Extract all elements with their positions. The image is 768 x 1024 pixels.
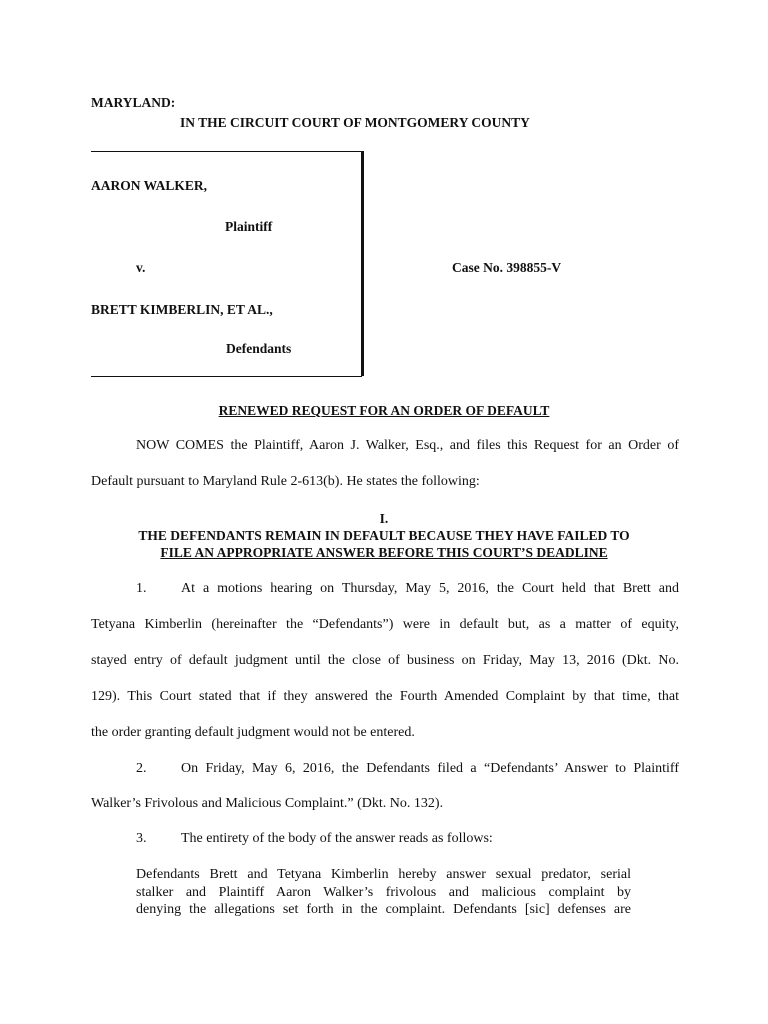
paragraph-number: 3. [136,831,147,846]
quote-line: denying the allegations set forth in the complaint. Defendants [sic] defenses are [136,902,631,917]
defendant-label: Defendants [226,341,292,356]
paragraph-number: 1. [136,581,147,596]
intro-line-1: NOW COMES the Plaintiff, Aaron J. Walker, Esq., and files this Request for an Order of [136,438,679,453]
quote-line: Defendants Brett and Tetyana Kimberlin hereby answer sexual predator, serial [136,867,631,882]
paragraph-1-line: At a motions hearing on Thursday, May 5, 2016, the Court held that Brett and [181,581,679,596]
paragraph-2-line: Walker’s Frivolous and Malicious Complaint.” (Dkt. No. 132). [91,796,444,811]
state-heading: MARYLAND: [91,95,176,110]
paragraph-3-line: The entirety of the body of the answer reads as follows: [181,831,493,846]
section-heading-line-2: FILE AN APPROPRIATE ANSWER BEFORE THIS COURT’S DEADLINE [160,545,608,560]
paragraph-2-line: On Friday, May 6, 2016, the Defendants filed a “Defendants’ Answer to Plaintiff [181,761,679,776]
section-numeral: I. [379,511,389,526]
paragraph-1-line: Tetyana Kimberlin (hereinafter the “Defendants”) were in default but, as a matter of equity, [91,617,679,632]
paragraph-1-line: stayed entry of default judgment until the close of business on Friday, May 13, 2016 (Dkt. No. [91,653,679,668]
defendant-name: BRETT KIMBERLIN, ET AL., [91,302,273,317]
caption-vertical-rule [361,151,364,376]
intro-line-2: Default pursuant to Maryland Rule 2-613(b). He states the following: [91,474,480,489]
block-quote [136,866,631,919]
case-number: Case No. 398855-V [452,260,562,275]
caption-top-rule [91,151,362,152]
section-heading-line-1: THE DEFENDANTS REMAIN IN DEFAULT BECAUSE THEY HAVE FAILED TO [138,528,630,543]
caption-bottom-rule [91,376,362,377]
plaintiff-label: Plaintiff [225,219,273,234]
paragraph-1-line: 129). This Court stated that if they answered the Fourth Amended Complaint by that time, that [91,689,679,704]
plaintiff-name: AARON WALKER, [91,178,208,193]
versus: v. [136,260,146,275]
paragraph-number: 2. [136,761,147,776]
court-name: IN THE CIRCUIT COURT OF MONTGOMERY COUNTY [180,115,530,130]
quote-line: stalker and Plaintiff Aaron Walker’s frivolous and malicious complaint by [136,884,631,900]
paragraph-1-line: the order granting default judgment would not be entered. [91,725,415,740]
document-title: RENEWED REQUEST FOR AN ORDER OF DEFAULT [218,403,550,418]
